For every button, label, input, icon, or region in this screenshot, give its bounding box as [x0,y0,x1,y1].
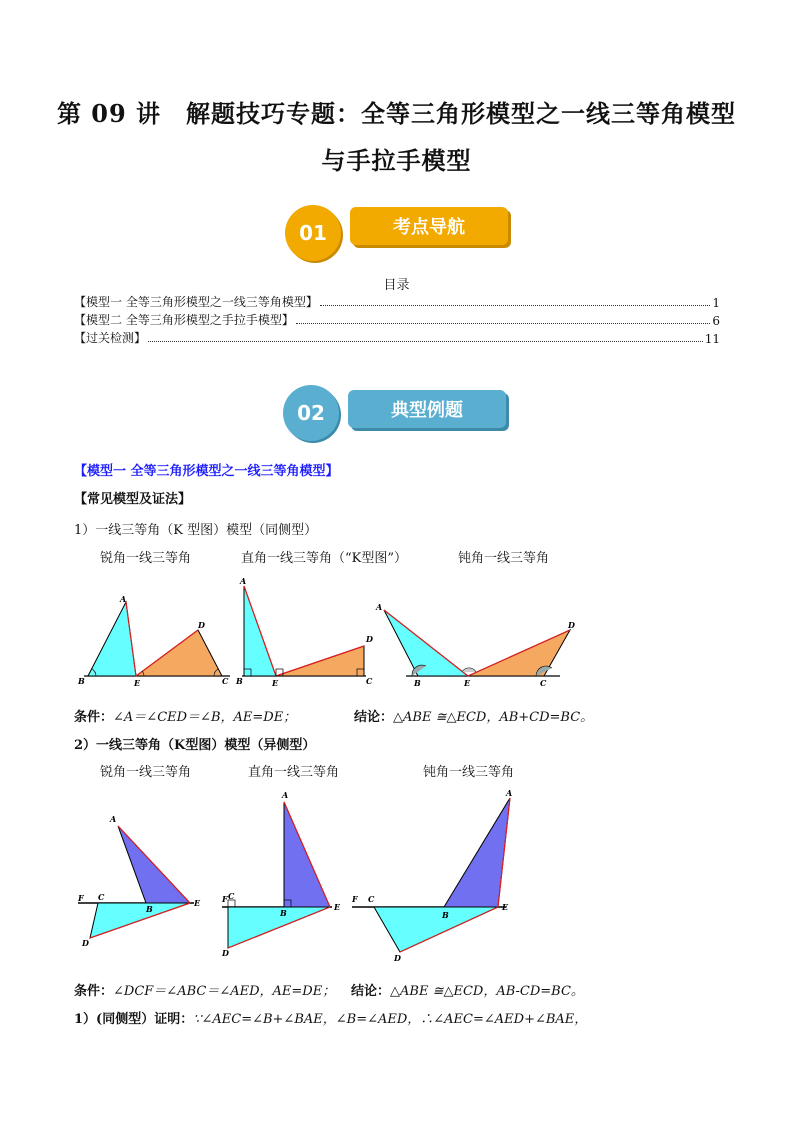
case2-label-acute: 锐角一线三等角 [100,765,192,780]
toc-heading: 目录 [383,278,410,293]
case2-label-right: 直角一线三等角 [248,765,340,780]
svg-text:D: D [82,938,89,948]
svg-text:E: E [502,902,509,912]
conclusion-label: 结论： [354,710,394,725]
case1-label-obtuse: 钝角一线三等角 [458,551,550,566]
diagram-obtuse-same-side [375,602,575,688]
case2-conclusion [351,980,584,999]
svg-text:C: C [540,678,547,688]
section-banner-01 [0,205,793,265]
banner-label: 考点导航 [350,207,508,245]
svg-text:C: C [366,676,373,686]
case2-label-obtuse: 钝角一线三等角 [423,765,515,780]
page-title-line1: 第 09 讲 解题技巧专题：全等三角形模型之一线三等角模型 [56,99,737,128]
svg-text:B: B [442,910,449,920]
svg-text:F: F [78,893,84,903]
svg-text:D: D [198,620,205,630]
proof-line [74,1008,587,1027]
toc-item-page: 1 [712,296,720,310]
proof-text: ∵∠AEC=∠B+∠BAE，∠B=∠AED，∴∠AEC=∠AED+∠BAE， [193,1012,588,1027]
svg-text:A: A [110,814,117,824]
case2-diagrams [70,786,530,966]
svg-text:C: C [222,676,229,686]
svg-text:B: B [280,908,287,918]
svg-text:A: A [506,788,513,798]
svg-text:E: E [134,678,141,688]
case1-conclusion [354,706,593,725]
case1-diagrams [70,572,590,692]
svg-text:C: C [98,892,105,902]
conclusion-text: △ABE ≅△ECD，AB-CD=BC。 [390,984,584,999]
diagram-right-same-side [235,576,373,688]
svg-text:A: A [240,576,247,586]
case1-condition [74,706,296,725]
toc-item-page: 11 [704,332,720,346]
svg-text:E: E [334,902,341,912]
case2-title: 2）一线三等角（K型图）模型（异侧型） [74,738,316,753]
toc-item-3[interactable] [74,329,720,346]
svg-text:B: B [414,678,421,688]
svg-text:B: B [78,676,85,686]
conclusion-label: 结论： [351,984,391,999]
diagram-acute-opposite-side [77,814,201,948]
svg-text:C: C [368,894,375,904]
toc-item-label: 【过关检测】 [74,331,147,345]
diagram-acute-same-side [77,594,230,688]
condition-label: 条件： [74,710,114,725]
case1-label-acute: 锐角一线三等角 [100,551,192,566]
svg-text:E: E [272,678,279,688]
banner-number: 02 [283,385,339,441]
banner-label: 典型例题 [348,390,506,428]
condition-label: 条件： [74,984,114,999]
svg-text:D: D [568,620,575,630]
svg-text:D: D [222,948,229,958]
svg-text:A: A [282,790,289,800]
conclusion-text: △ABE ≅△ECD，AB+CD=BC。 [393,710,594,725]
svg-text:A: A [376,602,383,612]
case1-label-right: 直角一线三等角（“K型图”） [241,551,408,566]
diagram-right-opposite-side [221,790,341,958]
toc-item-page: 6 [712,314,720,328]
toc-item-label: 【模型二 全等三角形模型之手拉手模型】 [74,313,294,327]
svg-text:C: C [228,891,235,901]
page-title-line2: 与手拉手模型 [321,146,472,175]
svg-text:F: F [222,894,228,904]
toc-item-1[interactable] [74,293,720,310]
svg-text:B: B [236,676,243,686]
proof-label: 1）(同侧型）证明： [74,1012,194,1027]
svg-text:F: F [352,894,358,904]
section-heading: 【模型一 全等三角形模型之一线三等角模型】 [74,464,339,479]
svg-text:E: E [194,898,201,908]
case1-title: 1）一线三等角（K 型图）模型（同侧型） [74,523,318,538]
condition-text: ∠A＝∠CED＝∠B，AE=DE； [113,710,297,725]
svg-text:D: D [394,953,401,963]
banner-number: 01 [285,205,341,261]
case2-condition [74,980,335,999]
svg-text:E: E [464,678,471,688]
toc-item-label: 【模型一 全等三角形模型之一线三等角模型】 [74,295,318,309]
section-banner-02 [0,385,793,445]
diagram-obtuse-opposite-side [351,788,512,963]
svg-text:A: A [120,594,127,604]
svg-text:B: B [146,904,153,914]
condition-text: ∠DCF＝∠ABC＝∠AED，AE=DE； [113,984,336,999]
svg-text:D: D [366,634,373,644]
toc-item-2[interactable] [74,311,720,328]
subsection-heading: 【常见模型及证法】 [74,492,192,507]
